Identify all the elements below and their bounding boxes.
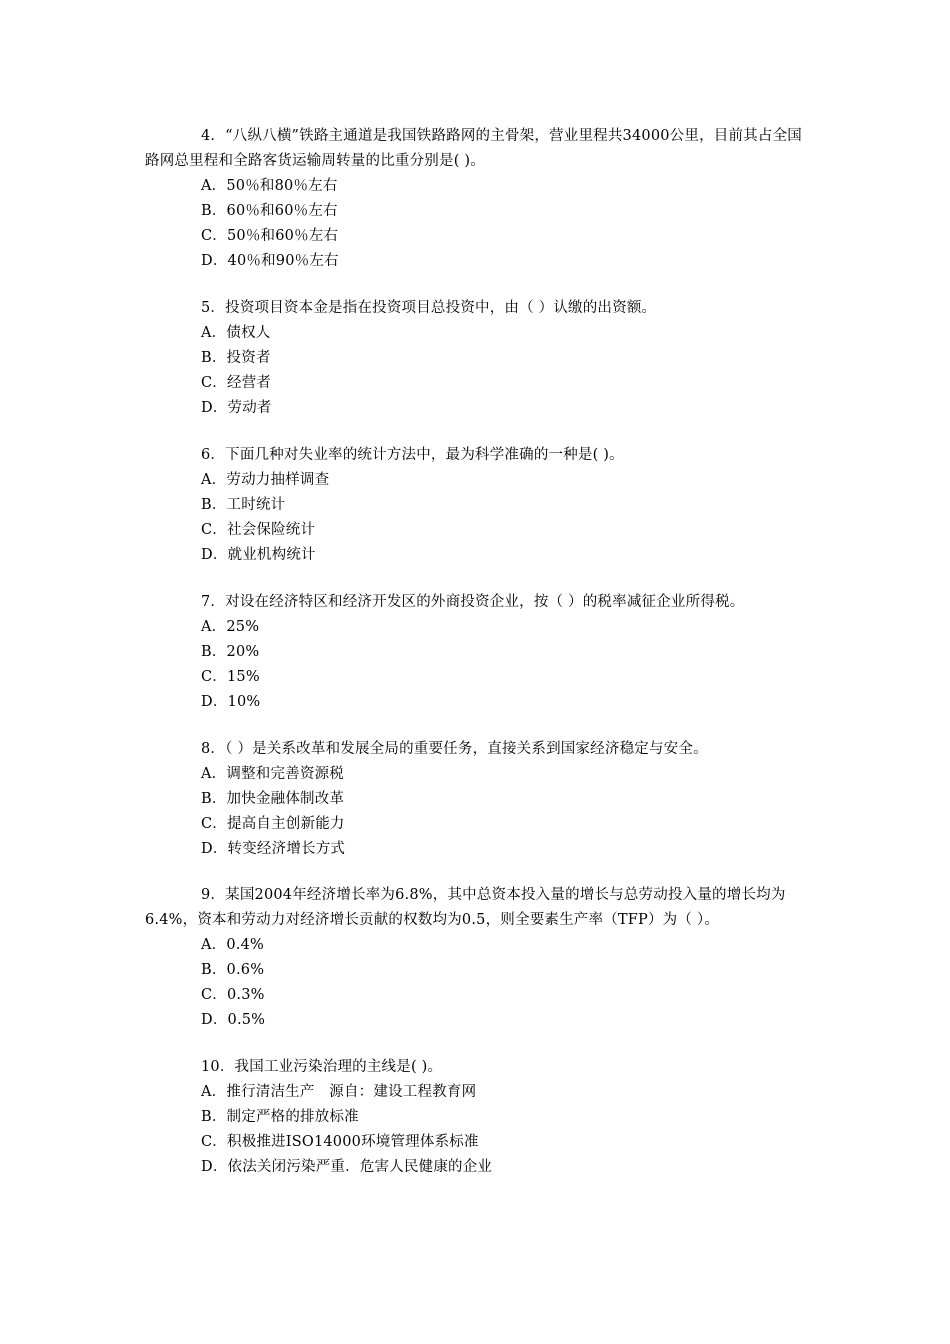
option-d: D．依法关闭污染严重．危害人民健康的企业 bbox=[201, 1159, 493, 1175]
option-d: D．转变经济增长方式 bbox=[201, 841, 346, 857]
option-c: C．经营者 bbox=[201, 375, 272, 391]
option-d: D．劳动者 bbox=[201, 400, 272, 416]
option-d: D．10% bbox=[201, 694, 261, 710]
question-stem: 9．某国2004年经济增长率为6.8%，其中总资本投入量的增长与总劳动投入量的增长均为6.4%，资本和劳动力对经济增长贡献的权数均为0.5，则全要素生产率（TFP）为（ ）。 bbox=[145, 887, 786, 928]
question-6 bbox=[145, 443, 815, 568]
option-b: B．加快金融体制改革 bbox=[201, 791, 345, 807]
option-c: C．0.3% bbox=[201, 987, 265, 1003]
option-b: B．20% bbox=[201, 644, 260, 660]
option-b: B．制定严格的排放标准 bbox=[201, 1109, 359, 1125]
option-a: A．调整和完善资源税 bbox=[201, 766, 344, 782]
option-list bbox=[145, 321, 815, 421]
question-4 bbox=[145, 124, 815, 274]
option-d: D．0.5% bbox=[201, 1012, 266, 1028]
option-a: A．25% bbox=[201, 619, 260, 635]
question-8 bbox=[145, 737, 815, 862]
option-list bbox=[145, 762, 815, 862]
question-stem: 4．“八纵八横”铁路主通道是我国铁路路网的主骨架，营业里程共34000公里，目前其占全国路网总里程和全路客货运输周转量的比重分别是( )。 bbox=[145, 128, 802, 169]
question-5 bbox=[145, 296, 815, 421]
question-stem: 7．对设在经济特区和经济开发区的外商投资企业，按（ ）的税率减征企业所得税。 bbox=[201, 594, 745, 610]
option-c: C．社会保险统计 bbox=[201, 522, 316, 538]
option-b: B．60％和60％左右 bbox=[201, 203, 338, 219]
question-9 bbox=[145, 883, 815, 1033]
option-list bbox=[145, 468, 815, 568]
option-c: C．积极推进ISO14000环境管理体系标准 bbox=[201, 1134, 479, 1150]
question-stem: 8．（ ）是关系改革和发展全局的重要任务，直接关系到国家经济稳定与安全。 bbox=[201, 741, 708, 757]
option-list bbox=[145, 615, 815, 715]
option-d: D．40％和90％左右 bbox=[201, 253, 339, 269]
question-stem: 5．投资项目资本金是指在投资项目总投资中，由（ ）认缴的出资额。 bbox=[201, 300, 657, 316]
option-c: C．50％和60％左右 bbox=[201, 228, 339, 244]
option-a: A．债权人 bbox=[201, 325, 271, 341]
option-list bbox=[145, 1080, 815, 1180]
question-stem: 10．我国工业污染治理的主线是( )。 bbox=[201, 1059, 443, 1075]
question-stem: 6．下面几种对失业率的统计方法中，最为科学准确的一种是( )。 bbox=[201, 447, 624, 463]
option-b: B．投资者 bbox=[201, 350, 271, 366]
option-b: B．工时统计 bbox=[201, 497, 286, 513]
question-10 bbox=[145, 1055, 815, 1180]
option-a: A．50％和80％左右 bbox=[201, 178, 338, 194]
question-7 bbox=[145, 590, 815, 715]
option-a: A．0.4% bbox=[201, 937, 265, 953]
option-list bbox=[145, 933, 815, 1033]
option-a: A．推行清洁生产 源自：建设工程教育网 bbox=[201, 1084, 477, 1100]
option-b: B．0.6% bbox=[201, 962, 265, 978]
option-list bbox=[145, 174, 815, 274]
option-c: C．15% bbox=[201, 669, 260, 685]
option-d: D．就业机构统计 bbox=[201, 547, 316, 563]
option-c: C．提高自主创新能力 bbox=[201, 816, 345, 832]
option-a: A．劳动力抽样调查 bbox=[201, 472, 330, 488]
